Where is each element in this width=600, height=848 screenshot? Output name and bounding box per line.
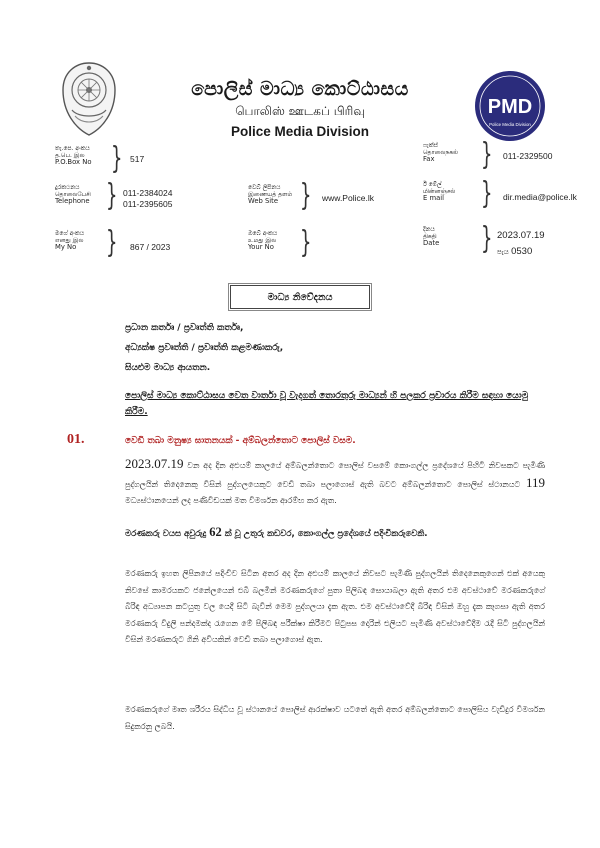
- pmd-logo-ring-text: Police Media Division: [489, 122, 531, 127]
- brace-decoration: }: [481, 176, 493, 211]
- paragraph-3: මරණකරු ඉහත ලිපිනයේ පදිංචිව සිටින අතර අද දින අළුයම් කාලයේ නිවසට පැමිණි පුද්ගලයින් තිදෙනෙකුගෙන් එක් අයෙකු නිවසේ කාමරයකට ජනේලයෙන් එබී බලමින් මරණකරුගේ පුතා පිලිබඳ සොයාබලා ඇති අතර එම අවස්ථාවේ මරණකරුගේ බිරිඳ අධ්‍යාපන කටයුතු වල යෙදී සිටි බැවින් මෙම පුද්ගලයා දැක ඇත. එම අවස්ථාවේදී බිරිඳ විසින් ඔහු දැක කෑගසා ඇති අතර මරණකරු විදුලි පන්දමක්ද රැගෙන මේ පිලිබඳ පරීක්ෂා කිරීමට පිටුපස දොරින් එලියට පැමිණි අවස්ථාවේදීම රැදී සිටි පුද්ගලයින් විසින් මරණකරුට ගිනි අවියකින් වෙඩි තබා පලාගොස් ඇත.: [125, 569, 545, 644]
- paragraph-2: මරණකරු වයස අවුරුදු 62 ක් වූ උතුරු කඩවර, කොංගල්ල ප්‍රදේශයේ පදිංචිකරුවෙකි.: [125, 525, 428, 539]
- website-label: වෙබ් ලිපිනය இணையத் தளம் Web Site: [248, 184, 293, 206]
- time-row: [497, 246, 532, 258]
- brace-decoration: }: [106, 225, 118, 260]
- addressee-line: සියළුම මාධ්‍ය ආයතන.: [125, 363, 211, 373]
- telephone-label: දුරකථනය தொலைபேசி Telephone: [55, 184, 91, 206]
- date-label: දිනය திகதி Date: [423, 226, 440, 248]
- org-title-sinhala: පොලිස් මාධ්‍ය කොට්ඨාසය: [191, 78, 409, 100]
- org-title-tamil: பொலிஸ் ஊடகப் பிரிவு: [235, 104, 365, 118]
- my-no-value: 867 / 2023: [130, 242, 171, 252]
- brace-decoration: }: [300, 225, 312, 260]
- paragraph-4: මරණකරුගේ මෘත ශරීරය සිද්ධිය වූ ස්ථානයේ පොලිස් ආරක්ෂාව යටතේ ඇති අතර අම්බලන්තොට පොලිසිය වැඩිදුර විමර්ශන සිදුකරනු ලබයි.: [125, 705, 545, 731]
- brace-decoration: }: [300, 178, 312, 213]
- pobox-value: 517: [130, 154, 145, 164]
- time-label: පැය: [497, 248, 509, 256]
- pmd-logo-text: PMD: [487, 96, 533, 118]
- email-label: ඊ මේල් மின்னஞ்சல் E mail: [423, 181, 456, 203]
- telephone-values: 011-2384024 011-2395605: [123, 188, 173, 209]
- fax-value: 011-2329500: [503, 151, 553, 161]
- addressee-line: අධ්‍යක්ෂ ප්‍රවෘත්ති / ප්‍රවෘත්ති කළමණාකරු,: [125, 343, 284, 353]
- hotline-number: 119: [525, 474, 545, 490]
- time-value: 0530: [511, 246, 533, 257]
- my-no-label: මගේ අංකය எனது இல My No: [55, 230, 85, 252]
- addressee-line: ප්‍රධාන කර්තෘ / ප්‍රවෘත්ති කර්තෘ,: [125, 323, 244, 333]
- brace-decoration: }: [111, 141, 123, 176]
- brace-decoration: }: [481, 137, 493, 172]
- section-title: වෙඩි තබා මනුෂ්‍ය ඝාතනයක් - අම්බලන්තොට පොලිස් වසම.: [125, 436, 356, 446]
- victim-age: 62: [209, 525, 222, 539]
- section-number: 01.: [67, 432, 85, 447]
- website-value: www.Police.lk: [322, 193, 374, 203]
- org-title-english: Police Media Division: [230, 124, 370, 139]
- media-notice-title: මාධ්‍ය නිවේදනය: [230, 285, 370, 309]
- brace-decoration: }: [481, 221, 493, 256]
- date-value: 2023.07.19: [497, 230, 545, 241]
- fax-label: ෆැක්ස් தொலைநகல் Fax: [423, 142, 459, 164]
- incident-date: 2023.07.19: [125, 456, 184, 471]
- paragraph-1: 2023.07.19 වන අද දින අළුයම් කාලයේ අම්බලන්තොට පොලිස් වසමේ කොංගල්ල ප්‍රදේශයේ පිහිටි නිවසකට පැමිණි පුද්ගලයින් තිදෙනෙකු විසින් පුද්ගලයෙකුට වෙඩි තබා පලාගොස් ඇති බවට අම්බලන්තොට පොලිස් ස්ථානයට 119 මධ්‍යස්ථානයෙන් ලද පණිවිඩයක් මත විමර්ශන ආරම්භ කර ඇත.: [125, 456, 545, 505]
- brace-decoration: }: [106, 178, 118, 213]
- pobox-label: තැ.පෙ. අංකය த.பெ. இல P.O.Box No: [55, 145, 92, 167]
- email-value: dir.media@police.lk: [503, 192, 577, 202]
- subject-line: පොලිස් මාධ්‍ය කොට්ඨාසය වෙත වාර්තා වූ වැදගත් තොරතුරු මාධ්‍යන් හි පලකර ප්‍රචාරය කිරීම සඳහා යොමු කිරීම.: [125, 391, 529, 417]
- your-no-label: ඔබේ අංකය உமது இல Your No: [248, 230, 278, 252]
